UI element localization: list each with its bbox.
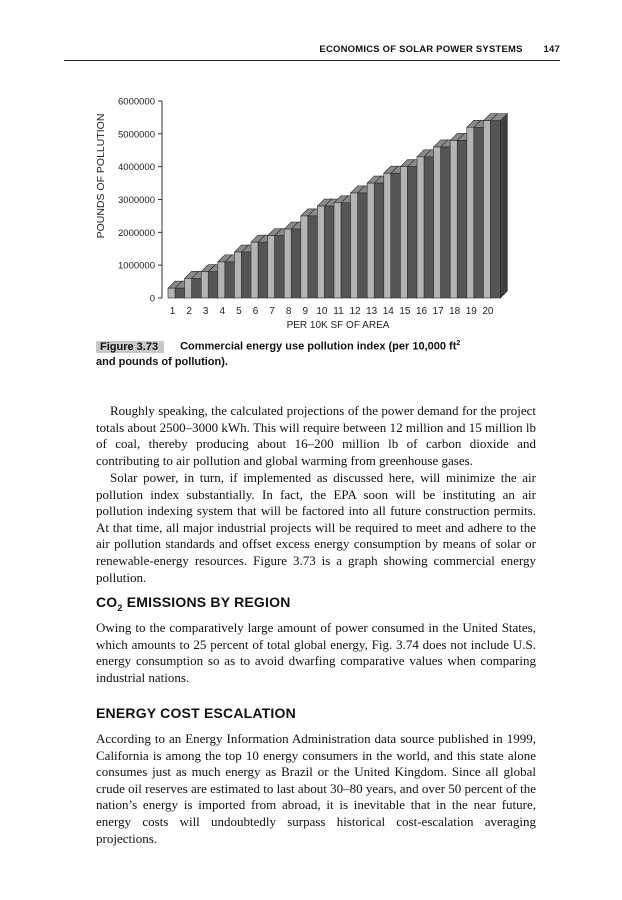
- bar-back-panel: [407, 167, 417, 298]
- x-tick-label: 19: [465, 306, 477, 317]
- y-tick-label: 0: [149, 293, 155, 305]
- y-tick-label: 1000000: [118, 260, 155, 272]
- bar-back-panel: [241, 252, 251, 298]
- y-axis: [118, 97, 162, 305]
- bar-chart: [88, 88, 528, 334]
- bar-back-panel: [258, 242, 268, 298]
- page-number: 147: [543, 44, 560, 55]
- x-tick-label: 11: [333, 306, 344, 317]
- bar-front-face: [168, 288, 175, 298]
- bar-front-face: [483, 121, 490, 298]
- bar-front-face: [334, 203, 341, 298]
- x-tick-label: 18: [449, 306, 461, 317]
- y-tick-label: 3000000: [118, 195, 155, 206]
- bar-front-face: [450, 140, 457, 298]
- bar-front-face: [367, 183, 374, 298]
- caption-text-cont: and pounds of pollution).: [96, 355, 228, 368]
- paragraph: Solar power, in turn, if implemented as discussed here, will minimize the air pollution index substantially. In fact, the EPA soon will be instituting an air pollution indexing system that will be factored into all future construction permits. At that time, all major industrial projects will be required to meet and adhere to the air pollution standards and offset excess energy consumption by means of solar or renewable-energy resources. Figure 3.73 is a graph showing commercial energy pollution.: [96, 470, 536, 585]
- bar-front-face: [234, 252, 241, 298]
- figure-label: Figure 3.73: [96, 341, 164, 353]
- x-tick-label: 7: [269, 306, 275, 317]
- heading-subscript: 2: [117, 602, 123, 613]
- bar-front-face: [467, 127, 474, 298]
- paragraph: Roughly speaking, the calculated projections of the power demand for the project totals about 2500–3000 kWh. This will require between 12 million and 15 million lb of coal, thereby producing about 16–200 million lb of carbon dioxide and contributing to air pollution and global warming from greenhouse gases.: [96, 403, 536, 468]
- x-tick-label: 12: [349, 306, 361, 317]
- x-tick-label: 15: [399, 306, 411, 317]
- x-tick-label: 8: [285, 306, 292, 317]
- section-heading-co2: [96, 594, 536, 613]
- y-tick-label: 5000000: [118, 129, 155, 141]
- paragraph: Owing to the comparatively large amount of power consumed in the United States, which amounts to 25 percent of total global energy, Fig. 3.74 does not include U.S. energy consumption so as to avoid dwarfing comparative values when comparing industrial nations.: [96, 620, 536, 685]
- y-tick-label: 4000000: [118, 162, 155, 174]
- bar-front-face: [301, 216, 308, 298]
- bar-back-panel: [308, 216, 318, 298]
- caption-superscript: 2: [456, 340, 461, 347]
- bar-front-face: [185, 278, 192, 298]
- caption-text: Commercial energy use pollution index (per 10,000 ft: [180, 340, 457, 353]
- bar-back-panel: [192, 278, 202, 298]
- y-axis-label: POUNDS OF POLLUTION: [95, 113, 107, 239]
- bar-front-face: [434, 147, 441, 298]
- bar-front-face: [284, 229, 291, 298]
- x-tick-label: 3: [202, 306, 209, 317]
- x-tick-label: 6: [252, 306, 259, 317]
- x-tick-label: 1: [169, 306, 176, 317]
- bar-right-face: [500, 114, 507, 298]
- running-head-title: ECONOMICS OF SOLAR POWER SYSTEMS: [319, 44, 523, 55]
- bar-front-face: [400, 167, 407, 298]
- bar: [483, 114, 507, 298]
- x-axis-ticks: [170, 306, 494, 317]
- bar-back-panel: [391, 173, 401, 298]
- bar-back-panel: [474, 127, 484, 298]
- y-tick-label: 2000000: [118, 227, 155, 239]
- heading-text: EMISSIONS BY REGION: [122, 594, 291, 610]
- bar-back-panel: [457, 140, 467, 298]
- bars: [168, 114, 507, 298]
- x-tick-label: 4: [219, 306, 226, 317]
- x-tick-label: 10: [316, 306, 328, 317]
- x-tick-label: 17: [432, 306, 444, 317]
- bar-back-panel: [208, 272, 218, 298]
- paragraph: According to an Energy Information Administration data source published in 1999, California is among the top 10 energy consumers in the world, and this state alone consumes just as much energy as Brazil or the United Kingdom. Since all global crude oil reserves are estimated to last about 30–80 years, and over 50 percent of the nation’s energy is imported from abroad, it is inevitable that in the near future, energy costs will undoubtedly surpass historical cost-escalation averaging projections.: [96, 731, 536, 846]
- bar-back-panel: [441, 147, 451, 298]
- bar-back-panel: [358, 193, 368, 298]
- bar-front-face: [268, 236, 275, 298]
- bar-back-panel: [175, 288, 185, 298]
- x-tick-label: 14: [382, 306, 394, 317]
- y-tick-label: 6000000: [118, 96, 155, 108]
- bar-back-panel: [324, 206, 334, 298]
- running-head: [64, 44, 560, 61]
- section-heading-energy-cost: ENERGY COST ESCALATION: [96, 705, 296, 721]
- x-tick-label: 13: [366, 306, 378, 317]
- bar-back-panel: [291, 229, 301, 298]
- bar-front-face: [384, 173, 391, 298]
- bar-front-face: [351, 193, 358, 298]
- bar-front-face: [317, 206, 324, 298]
- bar-back-panel: [225, 262, 235, 298]
- x-axis-label: PER 10K SF OF AREA: [286, 320, 390, 331]
- heading-text: CO: [96, 594, 118, 610]
- bar-back-panel: [374, 183, 384, 298]
- bar-front-face: [417, 157, 424, 298]
- x-tick-label: 20: [482, 306, 494, 317]
- x-tick-label: 9: [302, 306, 309, 317]
- x-tick-label: 16: [415, 306, 428, 317]
- x-tick-label: 5: [236, 306, 242, 317]
- figure-caption: [96, 336, 536, 370]
- bar-front-face: [251, 242, 258, 298]
- bar-back-panel: [275, 236, 285, 298]
- bar-back-panel: [341, 203, 351, 298]
- x-tick-label: 2: [186, 306, 192, 317]
- bar-back-panel: [490, 121, 500, 298]
- bar-front-face: [218, 262, 225, 298]
- bar-front-face: [201, 272, 208, 298]
- bar-back-panel: [424, 157, 434, 298]
